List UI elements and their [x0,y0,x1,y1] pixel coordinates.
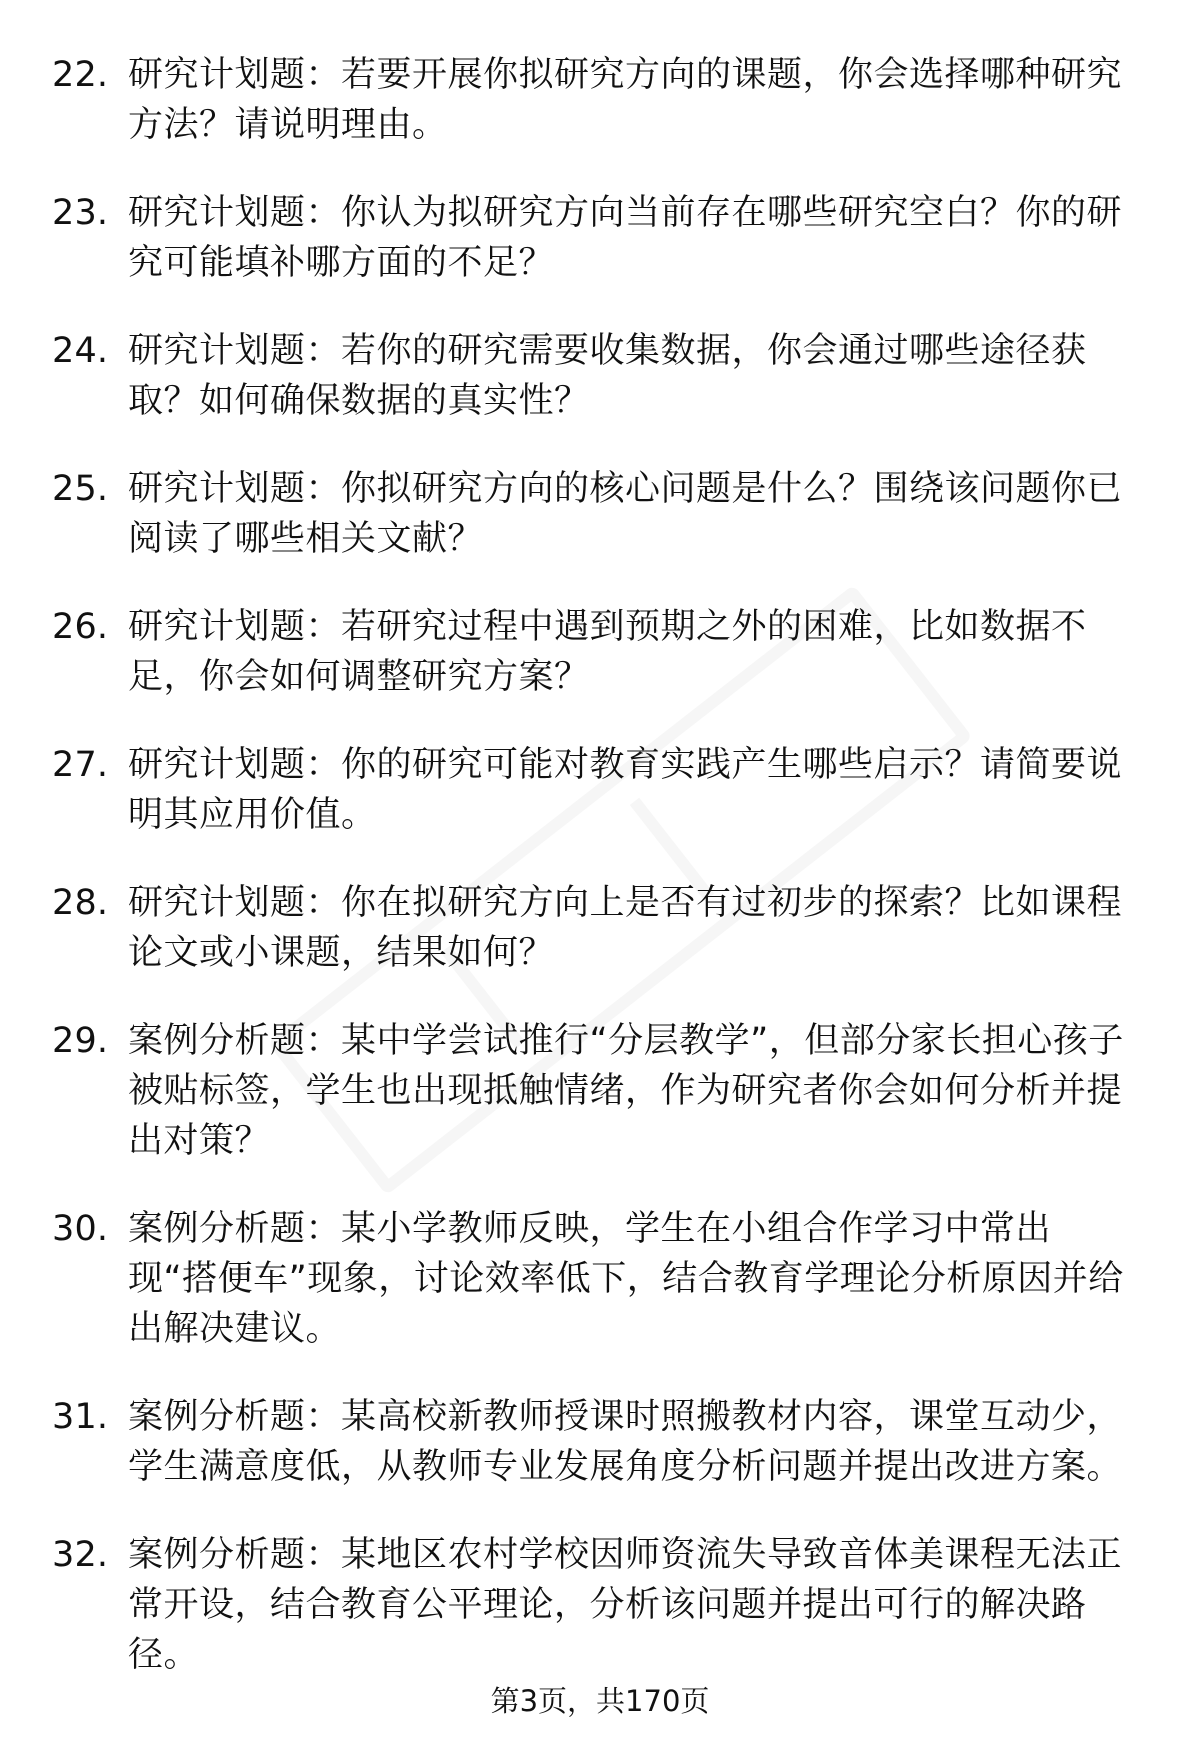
question-number: 23. [52,193,109,233]
question-number: 30. [52,1209,109,1249]
question-item [52,1530,1152,1680]
question-text: 研究计划题：你的研究可能对教育实践产生哪些启示？请简要说明其应用价值。 [128,745,1123,835]
question-list [52,50,1152,1718]
question-item [52,740,1152,840]
question-item [52,1392,1152,1492]
question-number: 24. [52,331,109,371]
page-footer: 第3页，共170页 [490,1684,710,1718]
question-text: 研究计划题：若研究过程中遇到预期之外的困难，比如数据不足，你会如何调整研究方案？ [128,607,1087,697]
question-item [52,188,1152,288]
question-number: 29. [52,1021,109,1061]
question-item [52,326,1152,426]
question-item [52,464,1152,564]
question-item [52,602,1152,702]
question-text: 研究计划题：你认为拟研究方向当前存在哪些研究空白？你的研究可能填补哪方面的不足？ [128,193,1123,283]
question-item [52,1204,1152,1354]
question-text: 案例分析题：某小学教师反映，学生在小组合作学习中常出现“搭便车”现象，讨论效率低下，结合教育学理论分析原因并给出解决建议。 [128,1209,1124,1349]
question-number: 31. [52,1397,109,1437]
question-number: 32. [52,1535,109,1575]
question-text: 案例分析题：某高校新教师授课时照搬教材内容，课堂互动少，学生满意度低，从教师专业发展角度分析问题并提出改进方案。 [128,1397,1123,1487]
question-item [52,1016,1152,1166]
question-number: 22. [52,55,109,95]
question-number: 28. [52,883,109,923]
question-number: 27. [52,745,109,785]
question-number: 26. [52,607,109,647]
question-text: 研究计划题：你拟研究方向的核心问题是什么？围绕该问题你已阅读了哪些相关文献？ [128,469,1123,559]
question-item [52,878,1152,978]
question-text: 案例分析题：某地区农村学校因师资流失导致音体美课程无法正常开设，结合教育公平理论，分析该问题并提出可行的解决路径。 [128,1535,1123,1675]
question-number: 25. [52,469,109,509]
question-text: 案例分析题：某中学尝试推行“分层教学”，但部分家长担心孩子被贴标签，学生也出现抵触情绪，作为研究者你会如何分析并提出对策？ [128,1021,1124,1161]
question-text: 研究计划题：若要开展你拟研究方向的课题，你会选择哪种研究方法？请说明理由。 [128,55,1123,145]
question-item [52,50,1152,150]
question-text: 研究计划题：你在拟研究方向上是否有过初步的探索？比如课程论文或小课题，结果如何？ [128,883,1123,973]
question-text: 研究计划题：若你的研究需要收集数据，你会通过哪些途径获取？如何确保数据的真实性？ [128,331,1087,421]
